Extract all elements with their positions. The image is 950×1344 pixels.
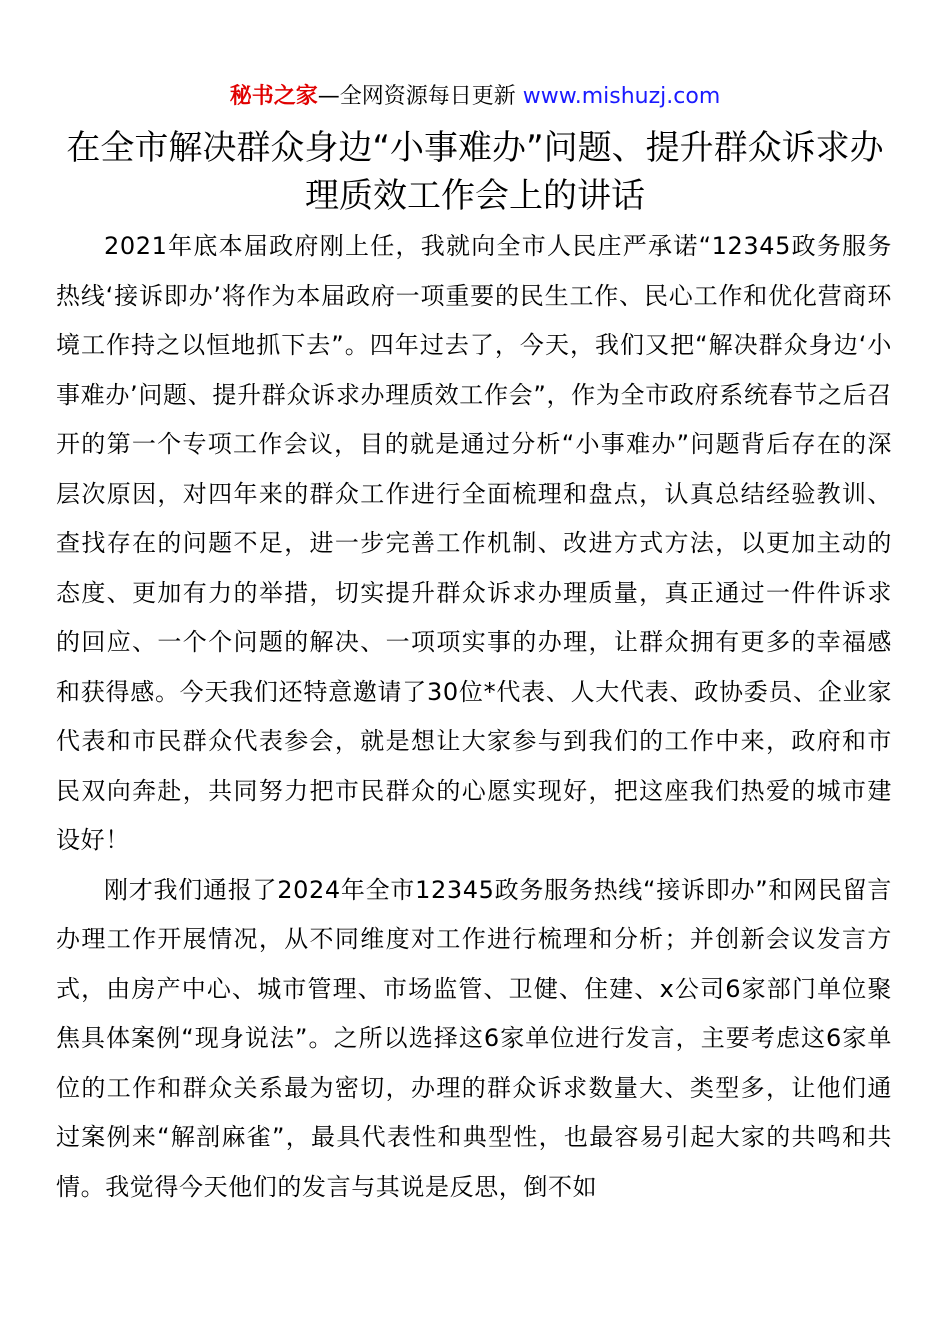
site-header (0, 82, 950, 112)
site-tagline: —全网资源每日更新 (317, 84, 516, 109)
document-title: 在全市解决群众身边“小事难办”问题、提升群众诉求办理质效工作会上的讲话 (66, 128, 884, 216)
site-url-link[interactable]: www.mishuzj.com (522, 84, 721, 109)
body-paragraph: 2021年底本届政府刚上任，我就向全市人民庄严承诺“12345政务服务热线‘接诉即办’将作为本届政府一项重要的民生工作、民心工作和优化营商环境工作持之以恒地抓下去”。四年过去了，今天，我们又把“解决群众身边‘小事难办’问题、提升群众诉求办理质效工作会”，作为全市政府系统春节之后召开的第一个专项工作会议，目的就是通过分析“小事难办”问题背后存在的深层次原因，对四年来的群众工作进行全面梳理和盘点，认真总结经验教训、查找存在的问题不足，进一步完善工作机制、改进方式方法，以更加主动的态度、更加有力的举措，切实提升群众诉求办理质量，真正通过一件件诉求的回应、一个个问题的解决、一项项实事的办理，让群众拥有更多的幸福感和获得感。今天我们还特意邀请了30位*代表、人大代表、政协委员、企业家代表和市民群众代表参会，就是想让大家参与到我们的工作中来，政府和市民双向奔赴，共同努力把市民群众的心愿实现好，把这座我们热爱的城市建设好！ (56, 232, 892, 854)
site-brand: 秘书之家 (229, 84, 318, 109)
body-paragraph: 刚才我们通报了2024年全市12345政务服务热线“接诉即办”和网民留言办理工作开展情况，从不同维度对工作进行梳理和分析；并创新会议发言方式，由房产中心、城市管理、市场监管、卫健、住建、x公司6家部门单位聚焦具体案例“现身说法”。之所以选择这6家单位进行发言，主要考虑这6家单位的工作和群众关系最为密切，办理的群众诉求数量大、类型多，让他们通过案例来“解剖麻雀”，最具代表性和典型性，也最容易引起大家的共鸣和共情。我觉得今天他们的发言与其说是反思，倒不如 (56, 875, 892, 1201)
document-body (56, 222, 892, 1212)
